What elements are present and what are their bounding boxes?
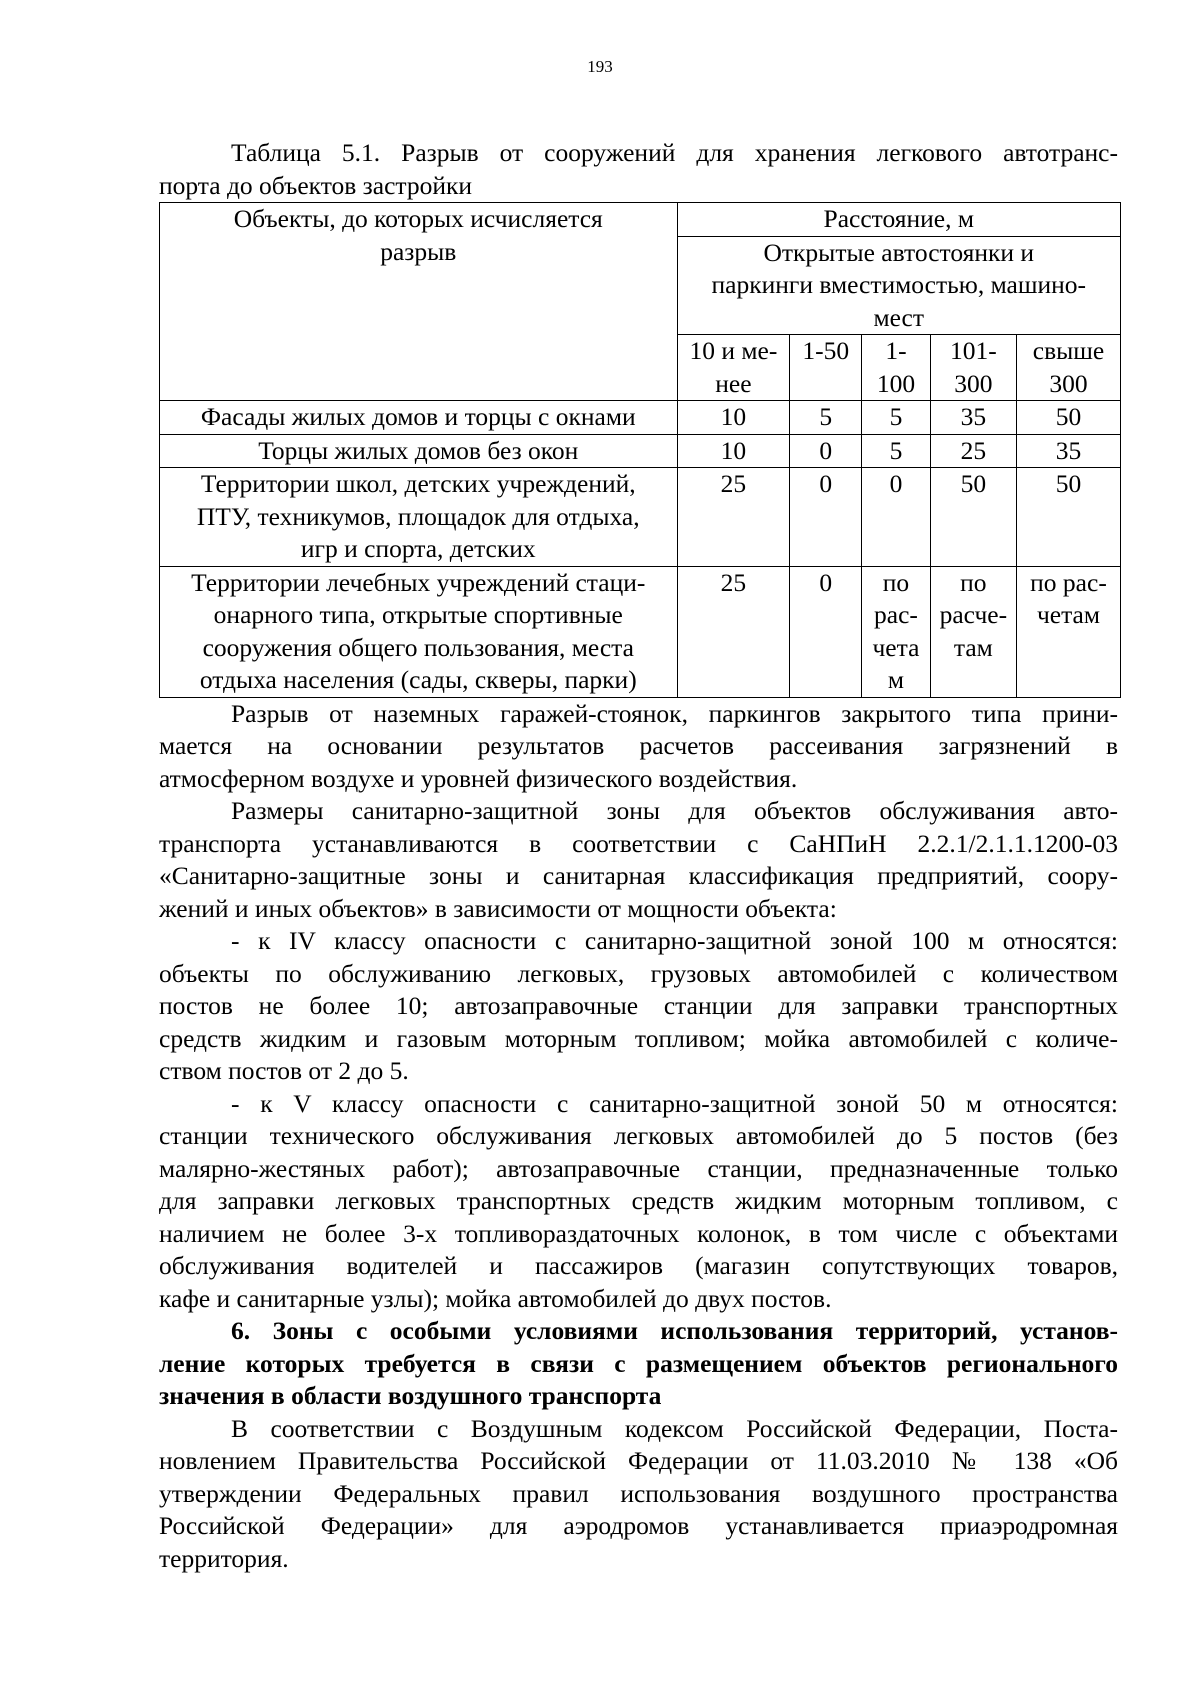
cell-line: 300 (1049, 368, 1088, 398)
cell-line: Торцы жилых домов без окон (258, 435, 579, 465)
paragraph (159, 925, 1118, 1088)
cell-line: Открытые автостоянки и (763, 237, 1035, 267)
cell-line: 0 (819, 567, 833, 597)
text-line: ление которых требуется в связи с размещением объектов регионального (159, 1348, 1118, 1378)
cell-line: 10 и ме- (689, 336, 778, 365)
cell-line: рас- (874, 600, 918, 629)
cell-line: 50 (1055, 402, 1082, 431)
text-line: В соответствии с Воздушным кодексом Российской Федерации, Поста- (231, 1413, 1118, 1443)
cell-line: расче- (939, 600, 1008, 629)
cell-line: игр и спорта, детских (300, 534, 536, 563)
table-row (160, 401, 1121, 435)
objects-header-cell (160, 203, 678, 401)
capacity-header-cell (862, 335, 931, 401)
cell-line: отдыха населения (сады, скверы, парки) (199, 665, 637, 694)
distance-value-cell (930, 566, 1016, 697)
distance-value-cell (790, 566, 862, 697)
cell-line: Объекты, до которых исчисляется (233, 204, 603, 233)
distance-value-cell (790, 401, 862, 435)
distance-value-cell (862, 434, 931, 468)
cell-line: 1- (885, 336, 907, 365)
cell-line: мест (873, 302, 925, 332)
text-line: малярно-жестяных работ); автозаправочные станции, предназначенные только (159, 1153, 1118, 1183)
cell-line: чета (872, 632, 920, 662)
table-row (160, 566, 1121, 697)
page-number: 193 (587, 57, 613, 76)
text-line: средств жидким и газовым моторным топливом; мойка автомобилей с количе- (159, 1023, 1118, 1053)
cell-line: Фасады жилых домов и торцы с окнами (200, 402, 636, 431)
table-caption-line: порта до объектов застройки (159, 170, 473, 200)
distance-value-cell (790, 468, 862, 567)
cell-line: 0 (819, 469, 833, 498)
cell-line: по (882, 567, 910, 597)
text-line: жений и иных объектов» в зависимости от мощности объекта: (159, 893, 837, 923)
distance-value-cell (862, 566, 931, 697)
text-line: - к V классу опасности с санитарно-защитной зоной 50 м относятся: (231, 1088, 1118, 1118)
distance-value-cell (677, 401, 790, 435)
distance-value-cell (1016, 401, 1120, 435)
cell-line: 0 (819, 435, 833, 465)
distance-value-cell (1016, 566, 1120, 697)
cell-line: 10 (720, 435, 747, 465)
distance-value-cell (677, 468, 790, 567)
cell-line: свыше (1032, 336, 1105, 365)
cell-line: 35 (960, 402, 987, 431)
table-caption (159, 137, 1118, 202)
cell-line: 100 (876, 368, 916, 398)
text-line: ством постов от 2 до 5. (159, 1056, 409, 1085)
paragraph (159, 1088, 1118, 1316)
cell-line: паркинги вместимостью, машино- (711, 270, 1087, 299)
distance-value-cell (677, 434, 790, 468)
text-line: новлением Правительства Российской Федерации от 11.03.2010 № 138 «Об (159, 1446, 1118, 1475)
table-caption-line: Таблица 5.1. Разрыв от сооружений для хранения легкового автотранс- (231, 138, 1118, 167)
capacity-header-cell (677, 335, 790, 401)
setback-table (159, 202, 1121, 698)
cell-line: 5 (889, 435, 903, 465)
cell-line: 35 (1055, 435, 1082, 465)
text-line: транспорта устанавливаются в соответствии с СаНПиН 2.2.1/2.1.1.1200-03 (159, 828, 1118, 858)
cell-line: 1-50 (802, 336, 850, 365)
object-cell (160, 566, 678, 697)
section-heading (159, 1315, 1118, 1413)
distance-value-cell (1016, 468, 1120, 567)
cell-line: четам (1036, 600, 1101, 629)
cell-line: Расстояние, м (823, 204, 974, 233)
distance-value-cell (1016, 434, 1120, 468)
cell-line: 25 (720, 469, 747, 498)
distance-value-cell (862, 468, 931, 567)
text-line: объекты по обслуживанию легковых, грузовых автомобилей с количеством (159, 958, 1118, 988)
text-line: атмосферном воздухе и уровней физического воздействия. (159, 763, 798, 793)
distance-value-cell (862, 401, 931, 435)
cell-line: разрыв (380, 236, 457, 266)
text-line: утверждении Федеральных правил использования воздушного пространства (159, 1478, 1118, 1508)
paragraph (159, 698, 1118, 796)
text-line: постов не более 10; автозаправочные станции для заправки транспортных (159, 991, 1118, 1020)
text-line: мается на основании результатов расчетов рассеивания загрязнений в (159, 731, 1118, 760)
cell-line: 300 (954, 368, 993, 398)
text-line: кафе и санитарные узлы); мойка автомобилей до двух постов. (159, 1283, 832, 1313)
text-line: наличием не более 3-х топливораздаточных колонок, в том числе с объектами (159, 1218, 1118, 1248)
text-line: значения в области воздушного транспорта (159, 1381, 662, 1410)
header-row (160, 203, 1121, 237)
cell-line: Территории лечебных учреждений стаци- (191, 567, 646, 597)
text-line: 6. Зоны с особыми условиями использования территорий, установ- (231, 1316, 1118, 1345)
distance-value-cell (677, 566, 790, 697)
table-row (160, 468, 1121, 567)
paragraph (159, 1413, 1118, 1576)
cell-line: онарного типа, открытые спортивные (213, 600, 623, 629)
cell-line: 25 (720, 567, 747, 597)
table-row (160, 434, 1121, 468)
cell-line: ПТУ, техникумов, площадок для отдыха, (196, 501, 640, 531)
cell-line: Территории школ, детских учреждений, (200, 469, 636, 498)
page-content (159, 137, 1118, 1575)
capacity-header-cell (790, 335, 862, 401)
text-line: станции технического обслуживания легковых автомобилей до 5 постов (без (159, 1121, 1118, 1150)
distance-value-cell (790, 434, 862, 468)
text-line: обслуживания водителей и пассажиров (магазин сопутствующих товаров, (159, 1251, 1118, 1280)
text-line: для заправки легковых транспортных средств жидким моторным топливом, с (159, 1186, 1118, 1215)
paragraph (159, 795, 1118, 925)
cell-line: по (960, 567, 987, 597)
object-cell (160, 434, 678, 468)
capacity-header-cell (1016, 335, 1120, 401)
distance-value-cell (930, 434, 1016, 468)
distance-value-cell (930, 468, 1016, 567)
text-line: - к IV классу опасности с санитарно-защитной зоной 100 м относятся: (231, 926, 1118, 955)
text-line: территория. (159, 1543, 289, 1573)
cell-line: по рас- (1030, 567, 1107, 597)
cell-line: 50 (1055, 469, 1082, 498)
cell-line: 5 (889, 402, 903, 431)
cell-line: 50 (960, 469, 987, 498)
cell-line: 101- (949, 336, 997, 365)
object-cell (160, 468, 678, 567)
cell-line: 25 (960, 435, 987, 465)
cell-line: сооружения общего пользования, места (202, 632, 634, 662)
text-line: Разрыв от наземных гаражей-стоянок, паркингов закрытого типа прини- (231, 698, 1118, 728)
distance-header-cell (677, 203, 1120, 237)
text-line: Размеры санитарно-защитной зоны для объектов обслуживания авто- (231, 796, 1118, 825)
cell-line: 0 (889, 469, 903, 498)
object-cell (160, 401, 678, 435)
cell-line: нее (715, 368, 752, 398)
text-line: Российской Федерации» для аэродромов устанавливается приаэродромная (159, 1511, 1118, 1540)
distance-value-cell (930, 401, 1016, 435)
text-line: «Санитарно-защитные зоны и санитарная классификация предприятий, соору- (159, 861, 1118, 890)
parking-header-cell (677, 236, 1120, 335)
capacity-header-cell (930, 335, 1016, 401)
cell-line: 10 (720, 402, 747, 431)
body-text (159, 698, 1118, 1576)
cell-line: 5 (819, 402, 833, 431)
cell-line: там (953, 632, 993, 662)
cell-line: м (887, 665, 905, 694)
